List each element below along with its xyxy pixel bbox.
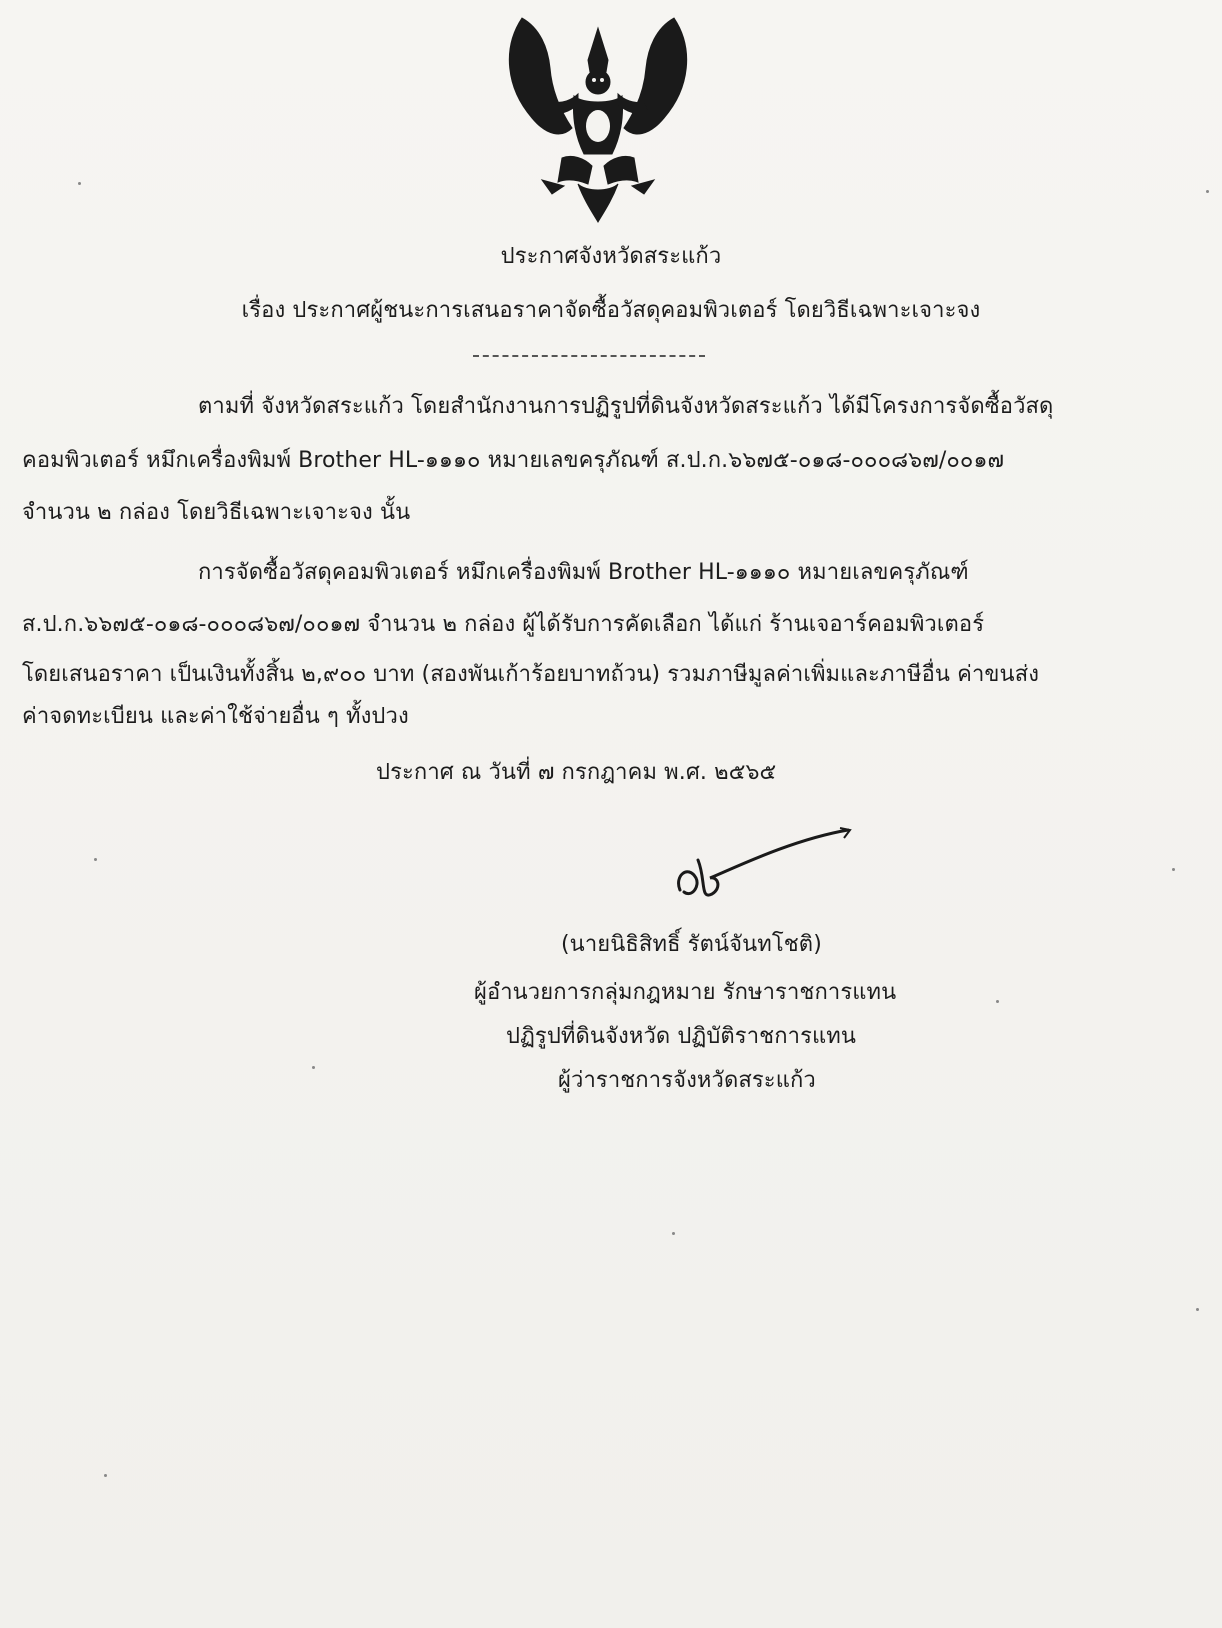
signatory-position-1: ผู้อำนวยการกลุ่มกฎหมาย รักษาราชการแทน	[474, 980, 897, 1005]
para1-line-2: คอมพิวเตอร์ หมึกเครื่องพิมพ์ Brother HL-๑๑๑๐ หมายเลขครุภัณฑ์ ส.ป.ก.๖๖๗๕-๐๑๘-๐๐๐๘๖๗/๐๐๑๗	[22, 448, 1005, 473]
scan-speck	[94, 858, 97, 861]
separator-line	[473, 355, 705, 357]
handwritten-signature-icon	[670, 820, 860, 910]
signatory-name: (นายนิธิสิทธิ์ รัตน์จันทโชติ)	[561, 932, 822, 957]
scan-speck	[104, 1474, 107, 1477]
scan-speck	[78, 182, 81, 185]
announcement-heading: ประกาศจังหวัดสระแก้ว	[500, 244, 722, 269]
signatory-position-2: ปฏิรูปที่ดินจังหวัด ปฏิบัติราชการแทน	[506, 1024, 857, 1049]
scan-speck	[312, 1066, 315, 1069]
scan-speck	[996, 1000, 999, 1003]
para2-line-4: ค่าจดทะเบียน และค่าใช้จ่ายอื่น ๆ ทั้งปวง	[22, 704, 409, 729]
announcement-date: ประกาศ ณ วันที่ ๗ กรกฎาคม พ.ศ. ๒๕๖๕	[376, 760, 777, 785]
para2-line-3: โดยเสนอราคา เป็นเงินทั้งสิ้น ๒,๙๐๐ บาท (สองพันเก้าร้อยบาทถ้วน) รวมภาษีมูลค่าเพิ่มและภาษีอื่น ค่าขนส่ง	[22, 662, 1040, 687]
scan-speck	[1196, 1308, 1199, 1311]
garuda-emblem-icon	[492, 8, 704, 230]
para1-line-1: ตามที่ จังหวัดสระแก้ว โดยสำนักงานการปฏิรูปที่ดินจังหวัดสระแก้ว ได้มีโครงการจัดซื้อวัสดุ	[198, 394, 1054, 419]
para2-line-1: การจัดซื้อวัสดุคอมพิวเตอร์ หมึกเครื่องพิมพ์ Brother HL-๑๑๑๐ หมายเลขครุภัณฑ์	[198, 560, 969, 585]
para1-line-3: จำนวน ๒ กล่อง โดยวิธีเฉพาะเจาะจง นั้น	[22, 500, 411, 525]
scan-speck	[672, 1232, 675, 1235]
announcement-subject: เรื่อง ประกาศผู้ชนะการเสนอราคาจัดซื้อวัสดุคอมพิวเตอร์ โดยวิธีเฉพาะเจาะจง	[241, 298, 981, 323]
signatory-position-3: ผู้ว่าราชการจังหวัดสระแก้ว	[558, 1068, 816, 1093]
para2-line-2: ส.ป.ก.๖๖๗๕-๐๑๘-๐๐๐๘๖๗/๐๐๑๗ จำนวน ๒ กล่อง ผู้ได้รับการคัดเลือก ได้แก่ ร้านเจอาร์คอมพิวเตอร์	[22, 612, 985, 637]
scan-speck	[1172, 868, 1175, 871]
scan-speck	[1206, 190, 1209, 193]
